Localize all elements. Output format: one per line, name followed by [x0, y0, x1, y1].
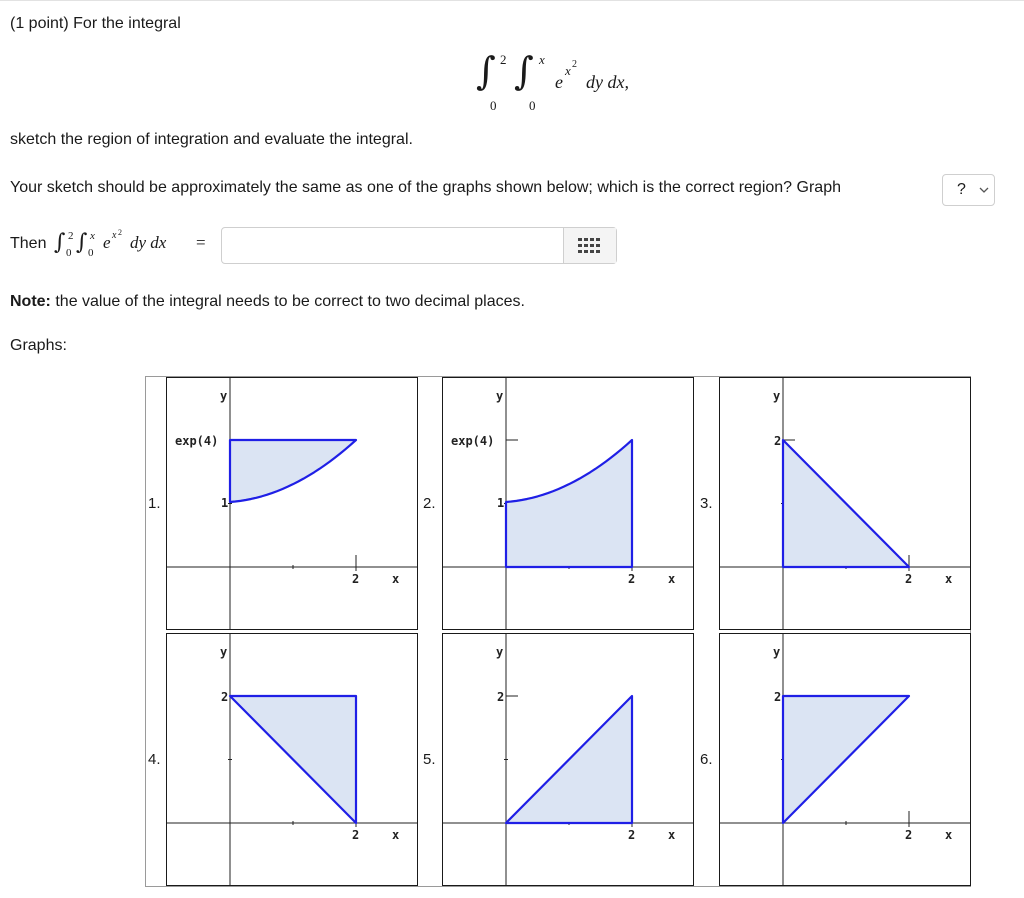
problem-heading: (1 point) For the integral — [10, 15, 181, 32]
graph-select-value: ? — [957, 181, 966, 198]
region-shape — [506, 440, 632, 567]
graph-number-4: 4. — [148, 751, 161, 768]
y-tick-top-label: 2 — [221, 690, 229, 704]
outer-upper-limit: 2 — [500, 52, 507, 67]
note-line — [10, 292, 525, 312]
inline-integral-sign-outer: ∫ — [54, 230, 66, 255]
graph-panel-4 — [166, 633, 418, 886]
x-tick-label: 2 — [905, 572, 913, 586]
note-text: the value of the integral needs to be correct to two decimal places. — [55, 293, 525, 310]
y-axis-label: y — [773, 389, 781, 403]
graph-panel-3 — [719, 377, 971, 630]
y-tick-low-label: 1 — [497, 496, 505, 510]
inner-lower-limit: 0 — [529, 98, 536, 113]
y-axis-label: y — [496, 645, 504, 659]
y-tick-top-label: exp(4) — [451, 434, 495, 448]
graph-panel-6 — [719, 633, 971, 886]
graph-plot-5 — [443, 634, 693, 885]
y-axis-label: y — [496, 389, 504, 403]
region-shape — [783, 440, 909, 567]
graph-number-6: 6. — [700, 751, 713, 768]
integral-sign-outer: ∫ — [476, 49, 496, 93]
instruction-text: sketch the region of integration and evaluate the integral. — [10, 131, 413, 148]
top-border — [0, 0, 1024, 1]
x-axis-label: x — [668, 828, 676, 842]
graph-number-2: 2. — [423, 495, 436, 512]
integrand-exp-var: x — [565, 63, 571, 78]
answer-row — [10, 226, 220, 264]
x-axis-label: x — [392, 828, 400, 842]
graph-plot-3 — [720, 378, 970, 629]
graph-number-5: 5. — [423, 751, 436, 768]
y-tick-low-label: 1 — [221, 496, 229, 510]
x-tick-label: 2 — [628, 572, 636, 586]
math-keyboard-button[interactable] — [563, 228, 616, 263]
graph-select[interactable] — [942, 174, 995, 206]
integral-display — [470, 50, 670, 120]
inline-differentials: dy dx — [130, 233, 167, 252]
inline-outer-upper: 2 — [68, 230, 74, 242]
graph-panel-1 — [166, 377, 418, 630]
graph-panel-5 — [442, 633, 694, 886]
graphs-label: Graphs: — [10, 337, 67, 354]
inline-inner-lower: 0 — [88, 247, 94, 259]
inline-outer-lower: 0 — [66, 247, 72, 259]
inline-base: e — [103, 233, 111, 252]
graph-number-1: 1. — [148, 495, 161, 512]
inline-exp-pow: 2 — [118, 228, 122, 237]
chevron-down-icon — [979, 187, 989, 194]
integrand-exp-pow: 2 — [572, 59, 577, 70]
inner-upper-limit: x — [539, 52, 545, 67]
integrand-base: e — [555, 72, 563, 92]
graph-panel-2 — [442, 377, 694, 630]
y-tick-top-label: 2 — [497, 690, 505, 704]
note-label: Note: — [10, 293, 51, 310]
x-tick-label: 2 — [352, 572, 360, 586]
y-tick-top-label: 2 — [774, 434, 782, 448]
graphs-table — [145, 376, 971, 887]
region-shape — [230, 440, 356, 502]
x-axis-label: x — [945, 572, 953, 586]
then-label: Then — [10, 235, 47, 252]
inline-integral-sign-inner: ∫ — [76, 230, 88, 255]
y-axis-label: y — [773, 645, 781, 659]
graph-plot-2 — [443, 378, 693, 629]
y-tick-top-label: exp(4) — [175, 434, 219, 448]
y-axis-label: y — [220, 389, 228, 403]
x-tick-label: 2 — [628, 828, 636, 842]
outer-lower-limit: 0 — [490, 98, 497, 113]
inline-inner-upper: x — [90, 230, 95, 242]
inline-exp-var: x — [112, 230, 117, 241]
keypad-icon — [578, 238, 600, 253]
differentials: dy dx, — [586, 72, 629, 92]
region-shape — [230, 696, 356, 823]
answer-field — [221, 227, 617, 264]
graph-question-text: Your sketch should be approximately the same as one of the graphs shown below; which is the correct region? Graph — [10, 179, 841, 196]
x-axis-label: x — [392, 572, 400, 586]
graph-plot-1 — [167, 378, 417, 629]
y-tick-top-label: 2 — [774, 690, 782, 704]
x-tick-label: 2 — [905, 828, 913, 842]
graph-plot-4 — [167, 634, 417, 885]
equals-sign: = — [196, 233, 206, 252]
answer-input[interactable] — [230, 236, 560, 256]
x-axis-label: x — [945, 828, 953, 842]
y-axis-label: y — [220, 645, 228, 659]
region-shape — [506, 696, 632, 823]
region-shape — [783, 696, 909, 823]
x-axis-label: x — [668, 572, 676, 586]
graph-plot-6 — [720, 634, 970, 885]
x-tick-label: 2 — [352, 828, 360, 842]
graph-number-3: 3. — [700, 495, 713, 512]
integral-sign-inner: ∫ — [514, 49, 534, 93]
